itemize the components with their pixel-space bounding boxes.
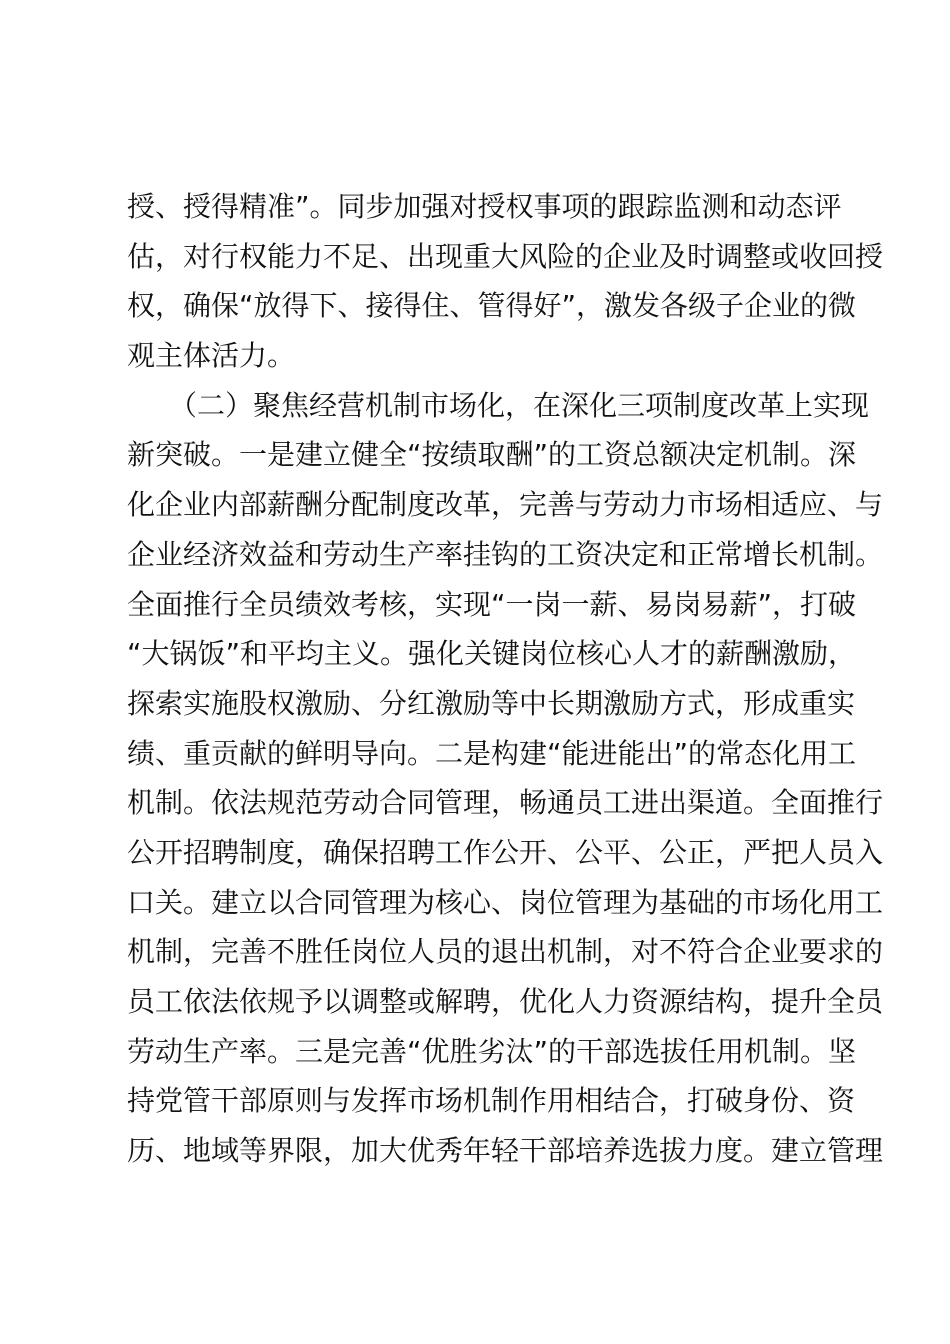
text-line: 全面推行全员绩效考核，实现“一岗一薪、易岗易薪”，打破 — [127, 587, 857, 621]
text-line: 估，对行权能力不足、出现重大风险的企业及时调整或收回授 — [127, 239, 884, 273]
text-line: 劳动生产率。三是完善“优胜劣汰”的干部选拔任用机制。坚 — [127, 1034, 857, 1068]
text-line: 新突破。一是建立健全“按绩取酬”的工资总额决定机制。深 — [127, 438, 857, 472]
text-line: 口关。建立以合同管理为核心、岗位管理为基础的市场化用工 — [127, 885, 884, 919]
text-line: 探索实施股权激励、分红激励等中长期激励方式，形成重实 — [127, 686, 856, 720]
text-line-paragraph-end: 观主体活力。 — [127, 339, 296, 373]
text-line: 公开招聘制度，确保招聘工作公开、公平、公正，严把人员入 — [127, 835, 884, 869]
text-line: 化企业内部薪酬分配制度改革，完善与劳动力市场相适应、与 — [127, 488, 884, 522]
text-line: 历、地域等界限，加大优秀年轻干部培养选拔力度。建立管理 — [127, 1134, 884, 1168]
text-line: 授、授得精准”。同步加强对授权事项的跟踪监测和动态评 — [127, 190, 842, 223]
text-line: 机制。依法规范劳动合同管理，畅通员工进出渠道。全面推行 — [127, 786, 884, 820]
text-line: 绩、重贡献的鲜明导向。二是构建“能进能出”的常态化用工 — [127, 736, 857, 770]
text-line: 权，确保“放得下、接得住、管得好”，激发各级子企业的微 — [127, 289, 857, 323]
section-heading-line: （二）聚焦经营机制市场化，在深化三项制度改革上实现 — [127, 388, 870, 422]
text-line: 机制，完善不胜任岗位人员的退出机制，对不符合企业要求的 — [127, 935, 884, 969]
body-text — [127, 182, 884, 1176]
text-line: 企业经济效益和劳动生产率挂钩的工资决定和正常增长机制。 — [127, 537, 884, 571]
text-line: 持党管干部原则与发挥市场机制作用相结合，打破身份、资 — [127, 1084, 856, 1118]
text-line: “大锅饭”和平均主义。强化关键岗位核心人才的薪酬激励， — [127, 637, 857, 671]
text-line: 员工依法依规予以调整或解聘，优化人力资源结构，提升全员 — [127, 985, 884, 1018]
